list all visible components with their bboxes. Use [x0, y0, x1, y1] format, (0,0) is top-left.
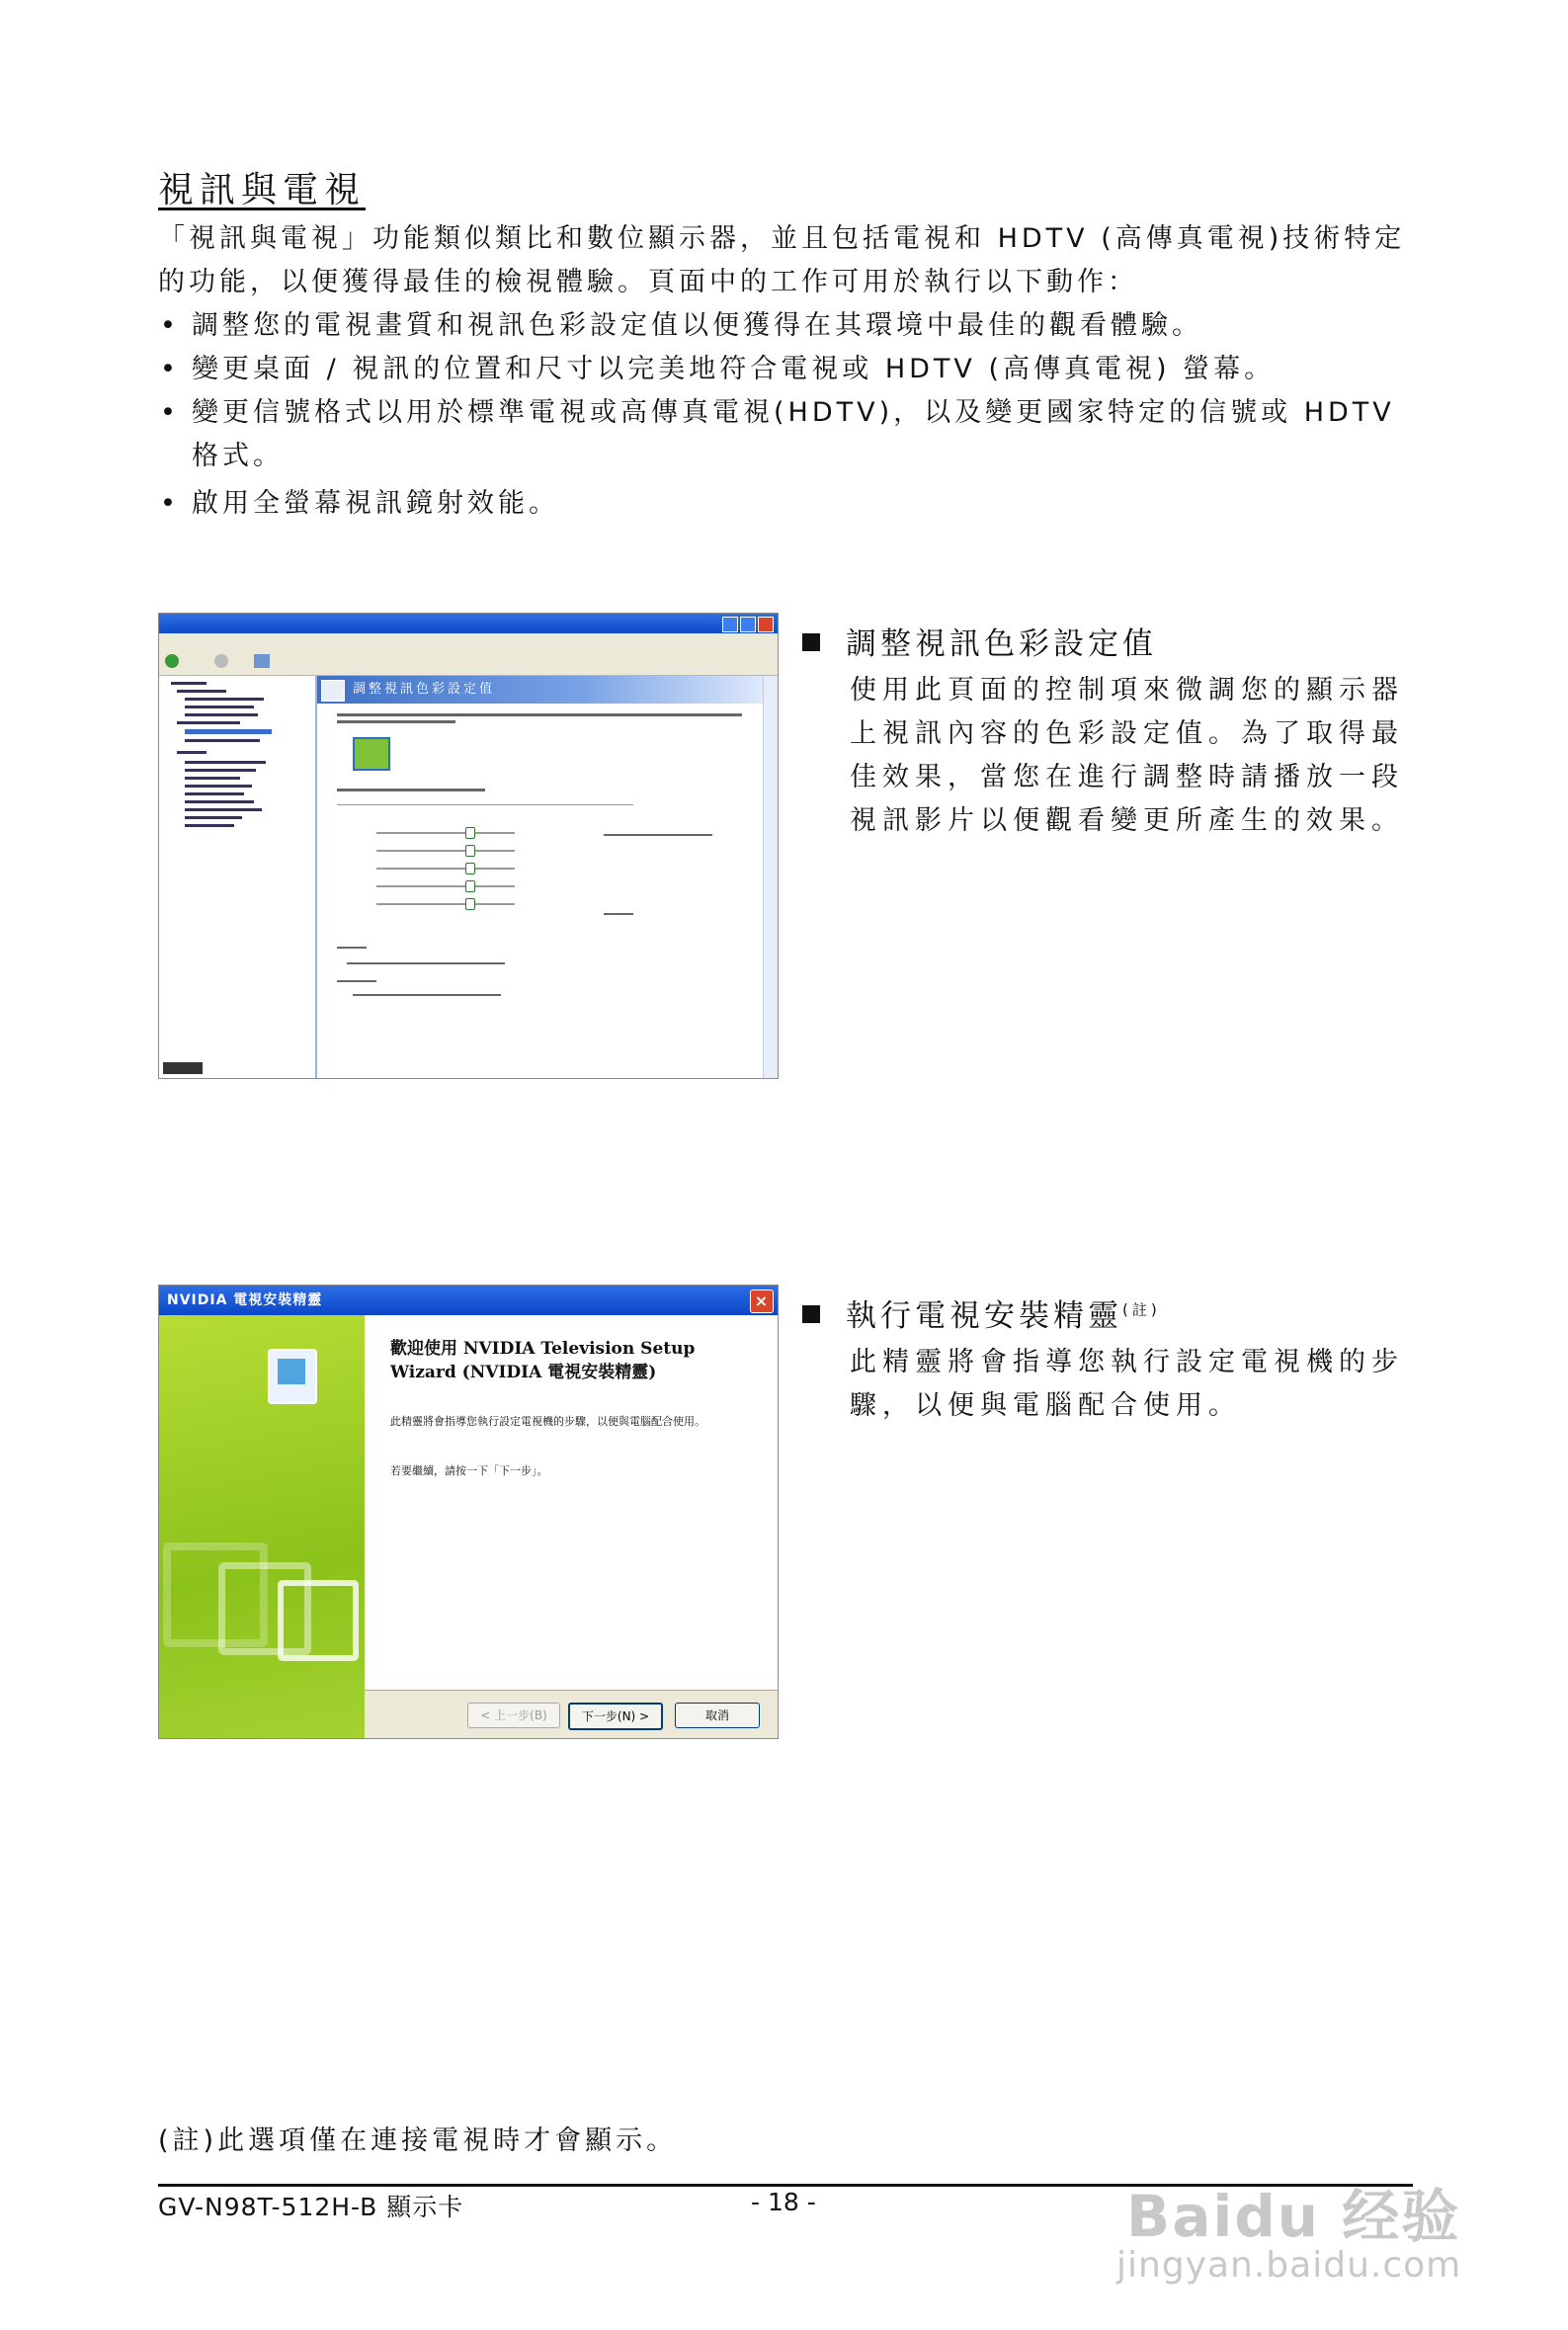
figure1-heading: 調整視訊色彩設定值 [846, 626, 1157, 662]
monitor-art-icon [278, 1580, 359, 1661]
display-icon [321, 680, 345, 702]
footer-model: GV-N98T-512H-B 顯示卡 [158, 2193, 464, 2221]
tv-wizard-screenshot [158, 1285, 779, 1739]
wizard-button-bar [365, 1690, 778, 1738]
baidu-watermark: Baidu 经验 [1126, 2183, 1461, 2250]
figure2-heading: 執行電視安裝精靈 [846, 1298, 1122, 1334]
list-item: • 啟用全螢幕視訊鏡射效能。 [158, 482, 1418, 526]
toolbar [159, 649, 778, 676]
figure2-note-mark: (註) [1122, 1300, 1161, 1319]
list-item: • 調整您的電視畫質和視訊色彩設定值以便獲得在其環境中最佳的觀看體驗。 [158, 304, 1418, 348]
back-button[interactable]: < 上一步(B) [467, 1703, 560, 1728]
nvidia-logo [163, 1062, 203, 1074]
menu-bar [159, 633, 778, 649]
minimize-icon [722, 617, 738, 632]
main-panel [317, 676, 764, 1078]
section-title: 視訊與電視 [158, 170, 367, 210]
next-button[interactable]: 下一步(N) > [568, 1703, 663, 1730]
list-item: • 變更桌面 / 視訊的位置和尺寸以完美地符合電視或 HDTV (高傳真電視) 螢幕。 [158, 348, 1418, 391]
bullet-square-icon [802, 1305, 820, 1323]
wizard-title: NVIDIA 電視安裝精靈 [167, 1292, 323, 1308]
wizard-welcome: 歡迎使用 NVIDIA Television Setup Wizard (NVIDIA 電視安裝精靈) [390, 1339, 696, 1382]
bullet-square-icon [802, 633, 820, 651]
watermark-url: jingyan.baidu.com [1116, 2245, 1462, 2286]
wizard-titlebar [159, 1286, 778, 1315]
window-titlebar [159, 614, 778, 633]
page-banner: 調整視訊色彩設定值 [317, 676, 764, 704]
task-sidebar [159, 676, 317, 1078]
monitor-icon [353, 737, 390, 771]
figure2-body: 此精靈將會指導您執行設定電視機的步驟，以便與電腦配合使用。 [850, 1347, 1404, 1421]
wizard-content [365, 1315, 778, 1738]
back-icon [165, 654, 179, 668]
feature-list [158, 304, 1418, 526]
home-icon [254, 654, 270, 668]
figure1-caption [802, 619, 1425, 843]
tv-setup-icon [268, 1349, 317, 1404]
wizard-continue-text: 若要繼續，請按一下「下一步」。 [390, 1464, 548, 1477]
wizard-description: 此精靈將會指導您執行設定電視機的步驟，以便與電腦配合使用。 [390, 1415, 705, 1428]
intro-paragraph: 「視訊與電視」功能類似類比和數位顯示器，並且包括電視和 HDTV (高傳真電視)技術特定的功能，以便獲得最佳的檢視體驗。頁面中的工作可用於執行以下動作： [158, 223, 1406, 297]
close-icon: × [750, 1290, 774, 1313]
control-panel-screenshot [158, 613, 779, 1079]
list-item: • 變更信號格式以用於標準電視或高傳真電視(HDTV)，以及變更國家特定的信號或 HDTV 格式。 [158, 391, 1418, 478]
figure2-caption [802, 1290, 1425, 1428]
forward-icon [214, 654, 228, 668]
wizard-side-art [159, 1315, 365, 1738]
scrollbar [763, 676, 778, 1078]
page-number: - 18 - [751, 2188, 816, 2216]
cancel-button[interactable]: 取消 [675, 1703, 760, 1728]
maximize-icon [740, 617, 756, 632]
figure1-body: 使用此頁面的控制項來微調您的顯示器上視訊內容的色彩設定值。為了取得最佳效果，當您在進行調整時請播放一段視訊影片以便觀看變更所產生的效果。 [850, 675, 1404, 836]
close-icon [758, 617, 774, 632]
footnote: (註)此選項僅在連接電視時才會顯示。 [158, 2125, 678, 2156]
